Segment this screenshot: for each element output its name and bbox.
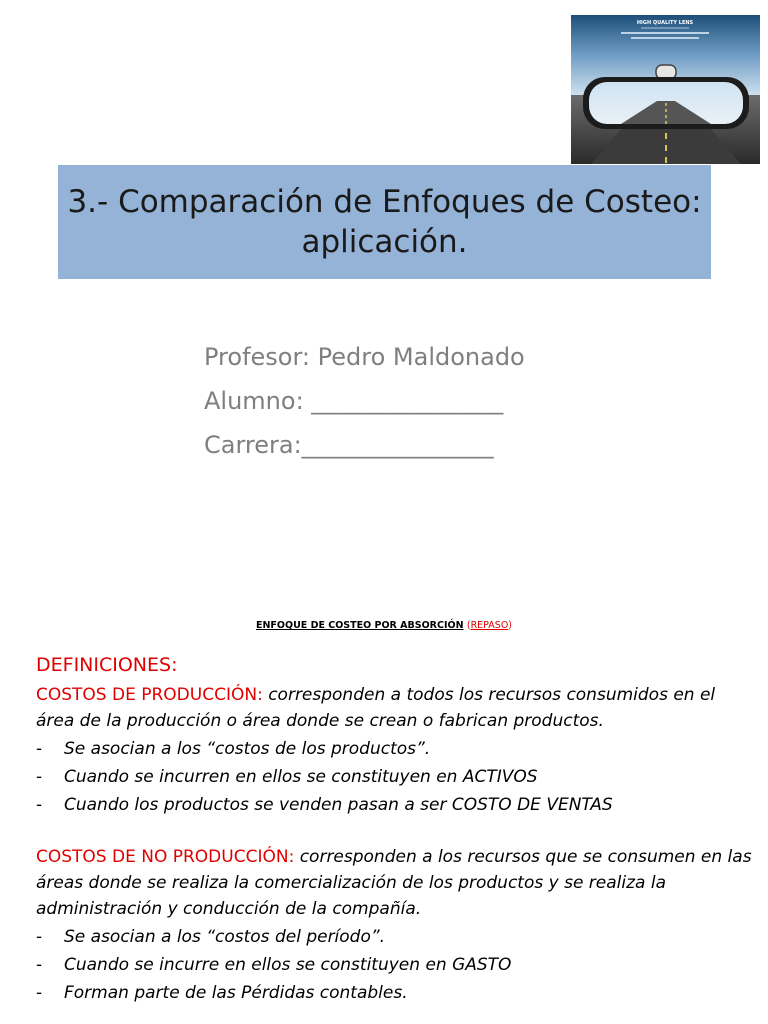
list-item	[36, 736, 756, 762]
road-mirror-image-icon	[571, 15, 760, 164]
title-band	[58, 165, 711, 279]
slide-title-line-2: aplicación.	[301, 224, 468, 260]
paragraph-spacer	[36, 818, 756, 844]
list-item	[36, 792, 756, 818]
definiciones-heading: DEFINICIONES:	[36, 654, 178, 676]
list-item-text: Cuando los productos se venden pasan a ser COSTO DE VENTAS	[64, 795, 613, 815]
costos-produccion-paragraph	[36, 682, 756, 734]
list-item	[36, 952, 756, 978]
slide-title-line-1: 3.- Comparación de Enfoques de Costeo:	[67, 184, 702, 220]
slide-subtitle	[204, 335, 525, 467]
list-item-text: Se asocian a los “costos del período”.	[64, 927, 386, 947]
bullet-dash: -	[36, 795, 43, 815]
definitions-body	[36, 650, 756, 1006]
bullet-dash: -	[36, 767, 43, 787]
rearview-mirror-photo	[571, 15, 760, 164]
alumno-line: Alumno: ________________	[204, 387, 504, 415]
costos-produccion-label: COSTOS DE PRODUCCIÓN:	[36, 685, 263, 705]
photo-banner-text: HIGH QUALITY LENS	[636, 20, 694, 26]
section-heading-note	[467, 620, 512, 631]
carrera-line: Carrera:________________	[204, 431, 494, 459]
list-item-text: Se asocian a los “costos de los productos”.	[64, 739, 431, 759]
costos-no-produccion-label: COSTOS DE NO PRODUCCIÓN:	[36, 847, 295, 867]
section-heading	[0, 620, 768, 631]
slide-title	[67, 182, 701, 262]
bullet-dash: -	[36, 955, 43, 975]
costos-produccion-text: corresponden a todos los recursos consumidos en el área de la producción o área donde se crean o fabrican productos.	[36, 685, 716, 731]
costos-no-produccion-paragraph	[36, 844, 756, 922]
bullet-dash: -	[36, 739, 43, 759]
bullet-dash: -	[36, 983, 43, 1003]
note-close-paren: )	[508, 620, 513, 631]
list-item	[36, 764, 756, 790]
list-item	[36, 924, 756, 950]
bullet-dash: -	[36, 927, 43, 947]
profesor-line: Profesor: Pedro Maldonado	[204, 343, 525, 371]
costos-no-produccion-text: corresponden a los recursos que se consumen en las áreas donde se realiza la comercialización de los productos y se realiza la administración y conducción de la compañía.	[36, 847, 752, 919]
list-item-text: Cuando se incurre en ellos se constituyen en GASTO	[64, 955, 512, 975]
list-item-text: Forman parte de las Pérdidas contables.	[64, 983, 408, 1003]
section-heading-text: ENFOQUE DE COSTEO POR ABSORCIÓN	[255, 620, 464, 631]
list-item	[36, 980, 756, 1006]
note-open-paren: (	[466, 620, 471, 631]
list-item-text: Cuando se incurren en ellos se constituyen en ACTIVOS	[64, 767, 538, 787]
note-repaso: REPASO	[470, 620, 509, 631]
